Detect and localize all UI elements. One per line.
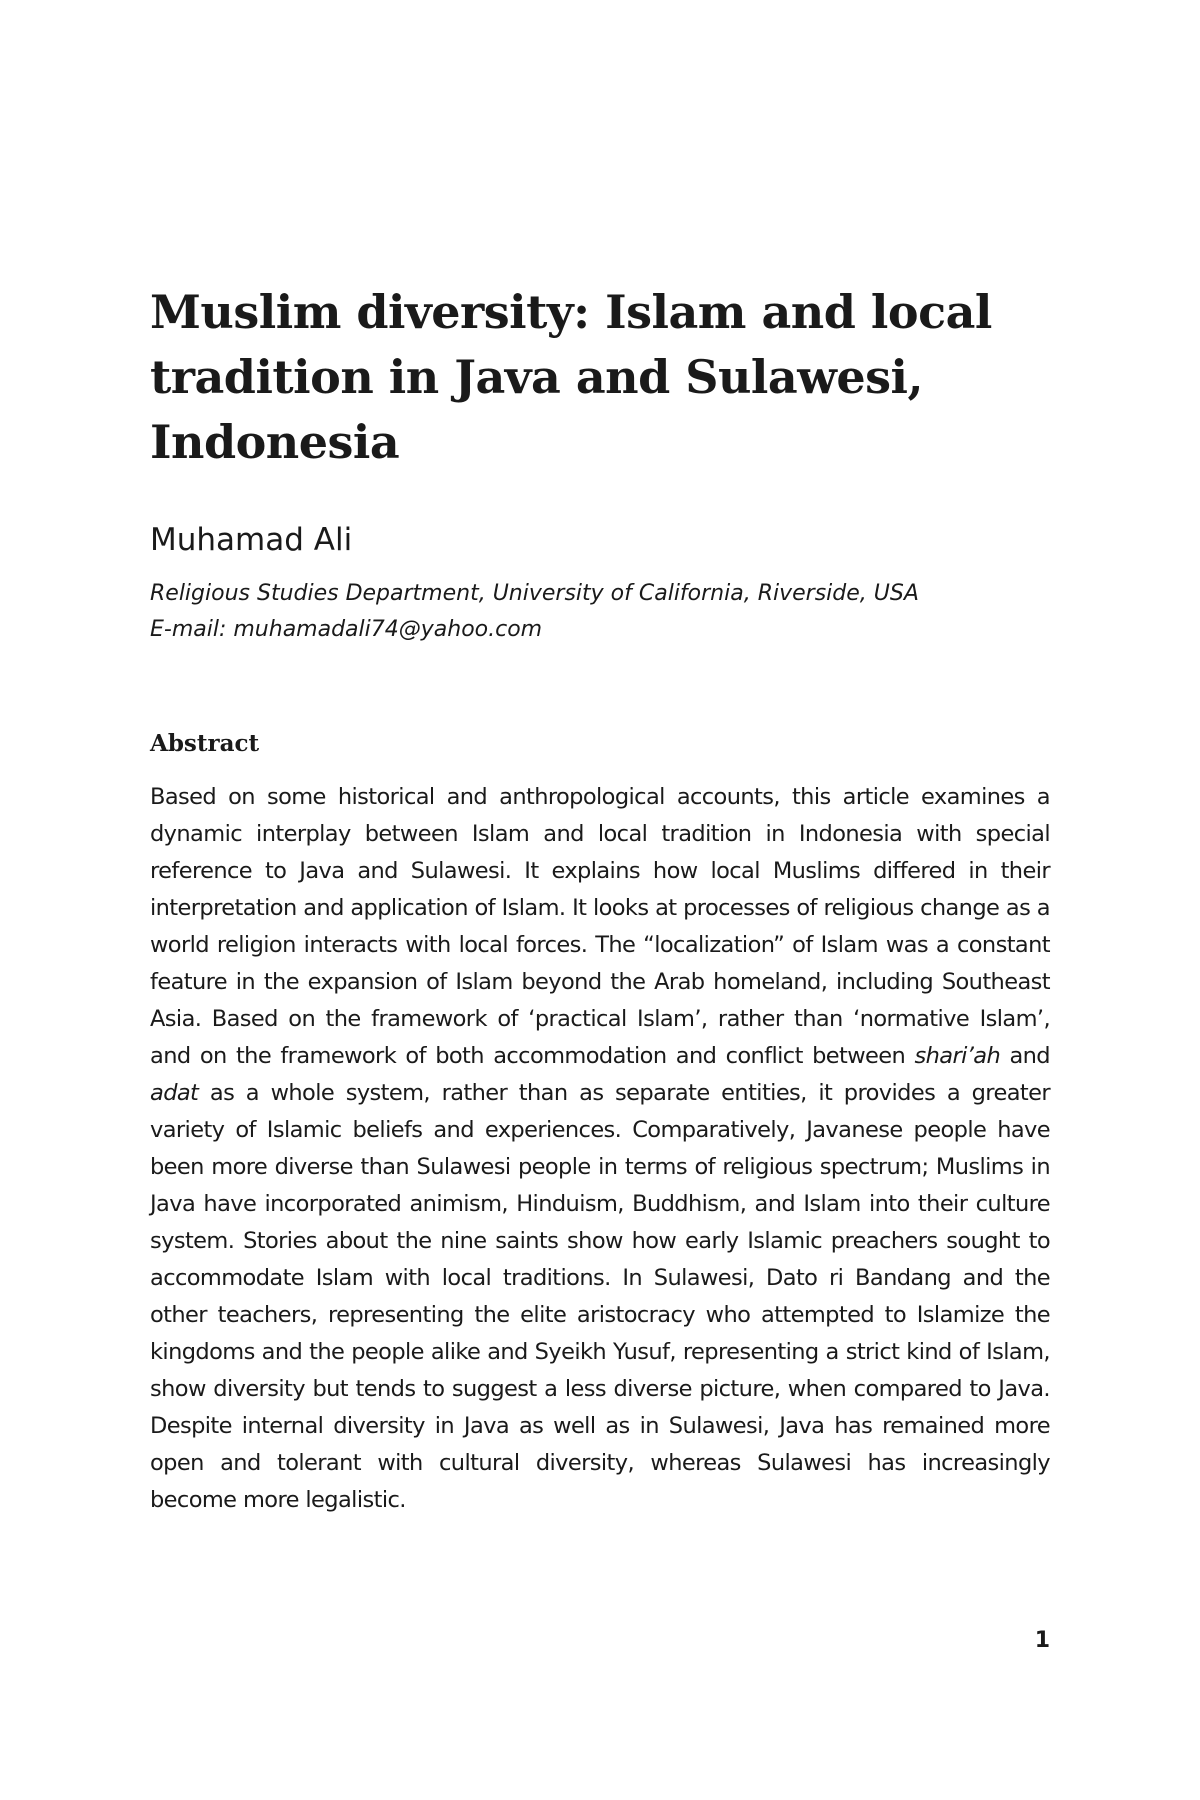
abstract-term-shariah: shari’ah xyxy=(914,1043,1001,1069)
author-name: Muhamad Ali xyxy=(150,522,353,558)
abstract-term-adat: adat xyxy=(150,1080,199,1106)
author-email: E-mail: muhamadali74@yahoo.com xyxy=(150,617,543,642)
article-title: Muslim diversity: Islam and local tradition in Java and Sulawesi, Indonesia xyxy=(150,285,992,469)
abstract-heading: Abstract xyxy=(150,730,260,757)
abstract-text-part-2: and xyxy=(1000,1043,1050,1069)
abstract-text xyxy=(150,779,1050,1519)
abstract-text-part-3: as a whole system, rather than as separate entities, it provides a greater variety of Islamic beliefs and experiences. Comparatively, Javanese people have been more diverse than Sulawesi people in terms of religious spectrum; Muslims in Java have incorporated animism, Hinduism, Buddhism, and Islam into their culture system. Stories about the nine saints show how early Islamic preachers sought to accommodate Islam with local traditions. In Sulawesi, Dato ri Bandang and the other teachers, representing the elite aristocracy who attempted to Islamize the kingdoms and the people alike and Syeikh Yusuf, representing a strict kind of Islam, show diversity but tends to suggest a less diverse picture, when compared to Java. Despite internal diversity in Java as well as in Sulawesi, Java has remained more open and tolerant with cultural diversity, whereas Sulawesi has increasingly become more legalistic. xyxy=(150,1080,1050,1513)
author-affiliation: Religious Studies Department, University of California, Riverside, USA xyxy=(150,581,919,606)
abstract-text-part-1: Based on some historical and anthropological accounts, this article examines a dynamic interplay between Islam and local tradition in Indonesia with special reference to Java and Sulawesi. It explains how local Muslims differed in their interpretation and application of Islam. It looks at processes of religious change as a world religion interacts with local forces. The “localization” of Islam was a constant feature in the expansion of Islam beyond the Arab homeland, including Southeast Asia. Based on the framework of ‘practical Islam’, rather than ‘normative Islam’, and on the framework of both accommodation and conflict between xyxy=(150,784,1050,1069)
author-affiliation-block xyxy=(150,576,1050,648)
page-number: 1 xyxy=(1034,1628,1050,1653)
